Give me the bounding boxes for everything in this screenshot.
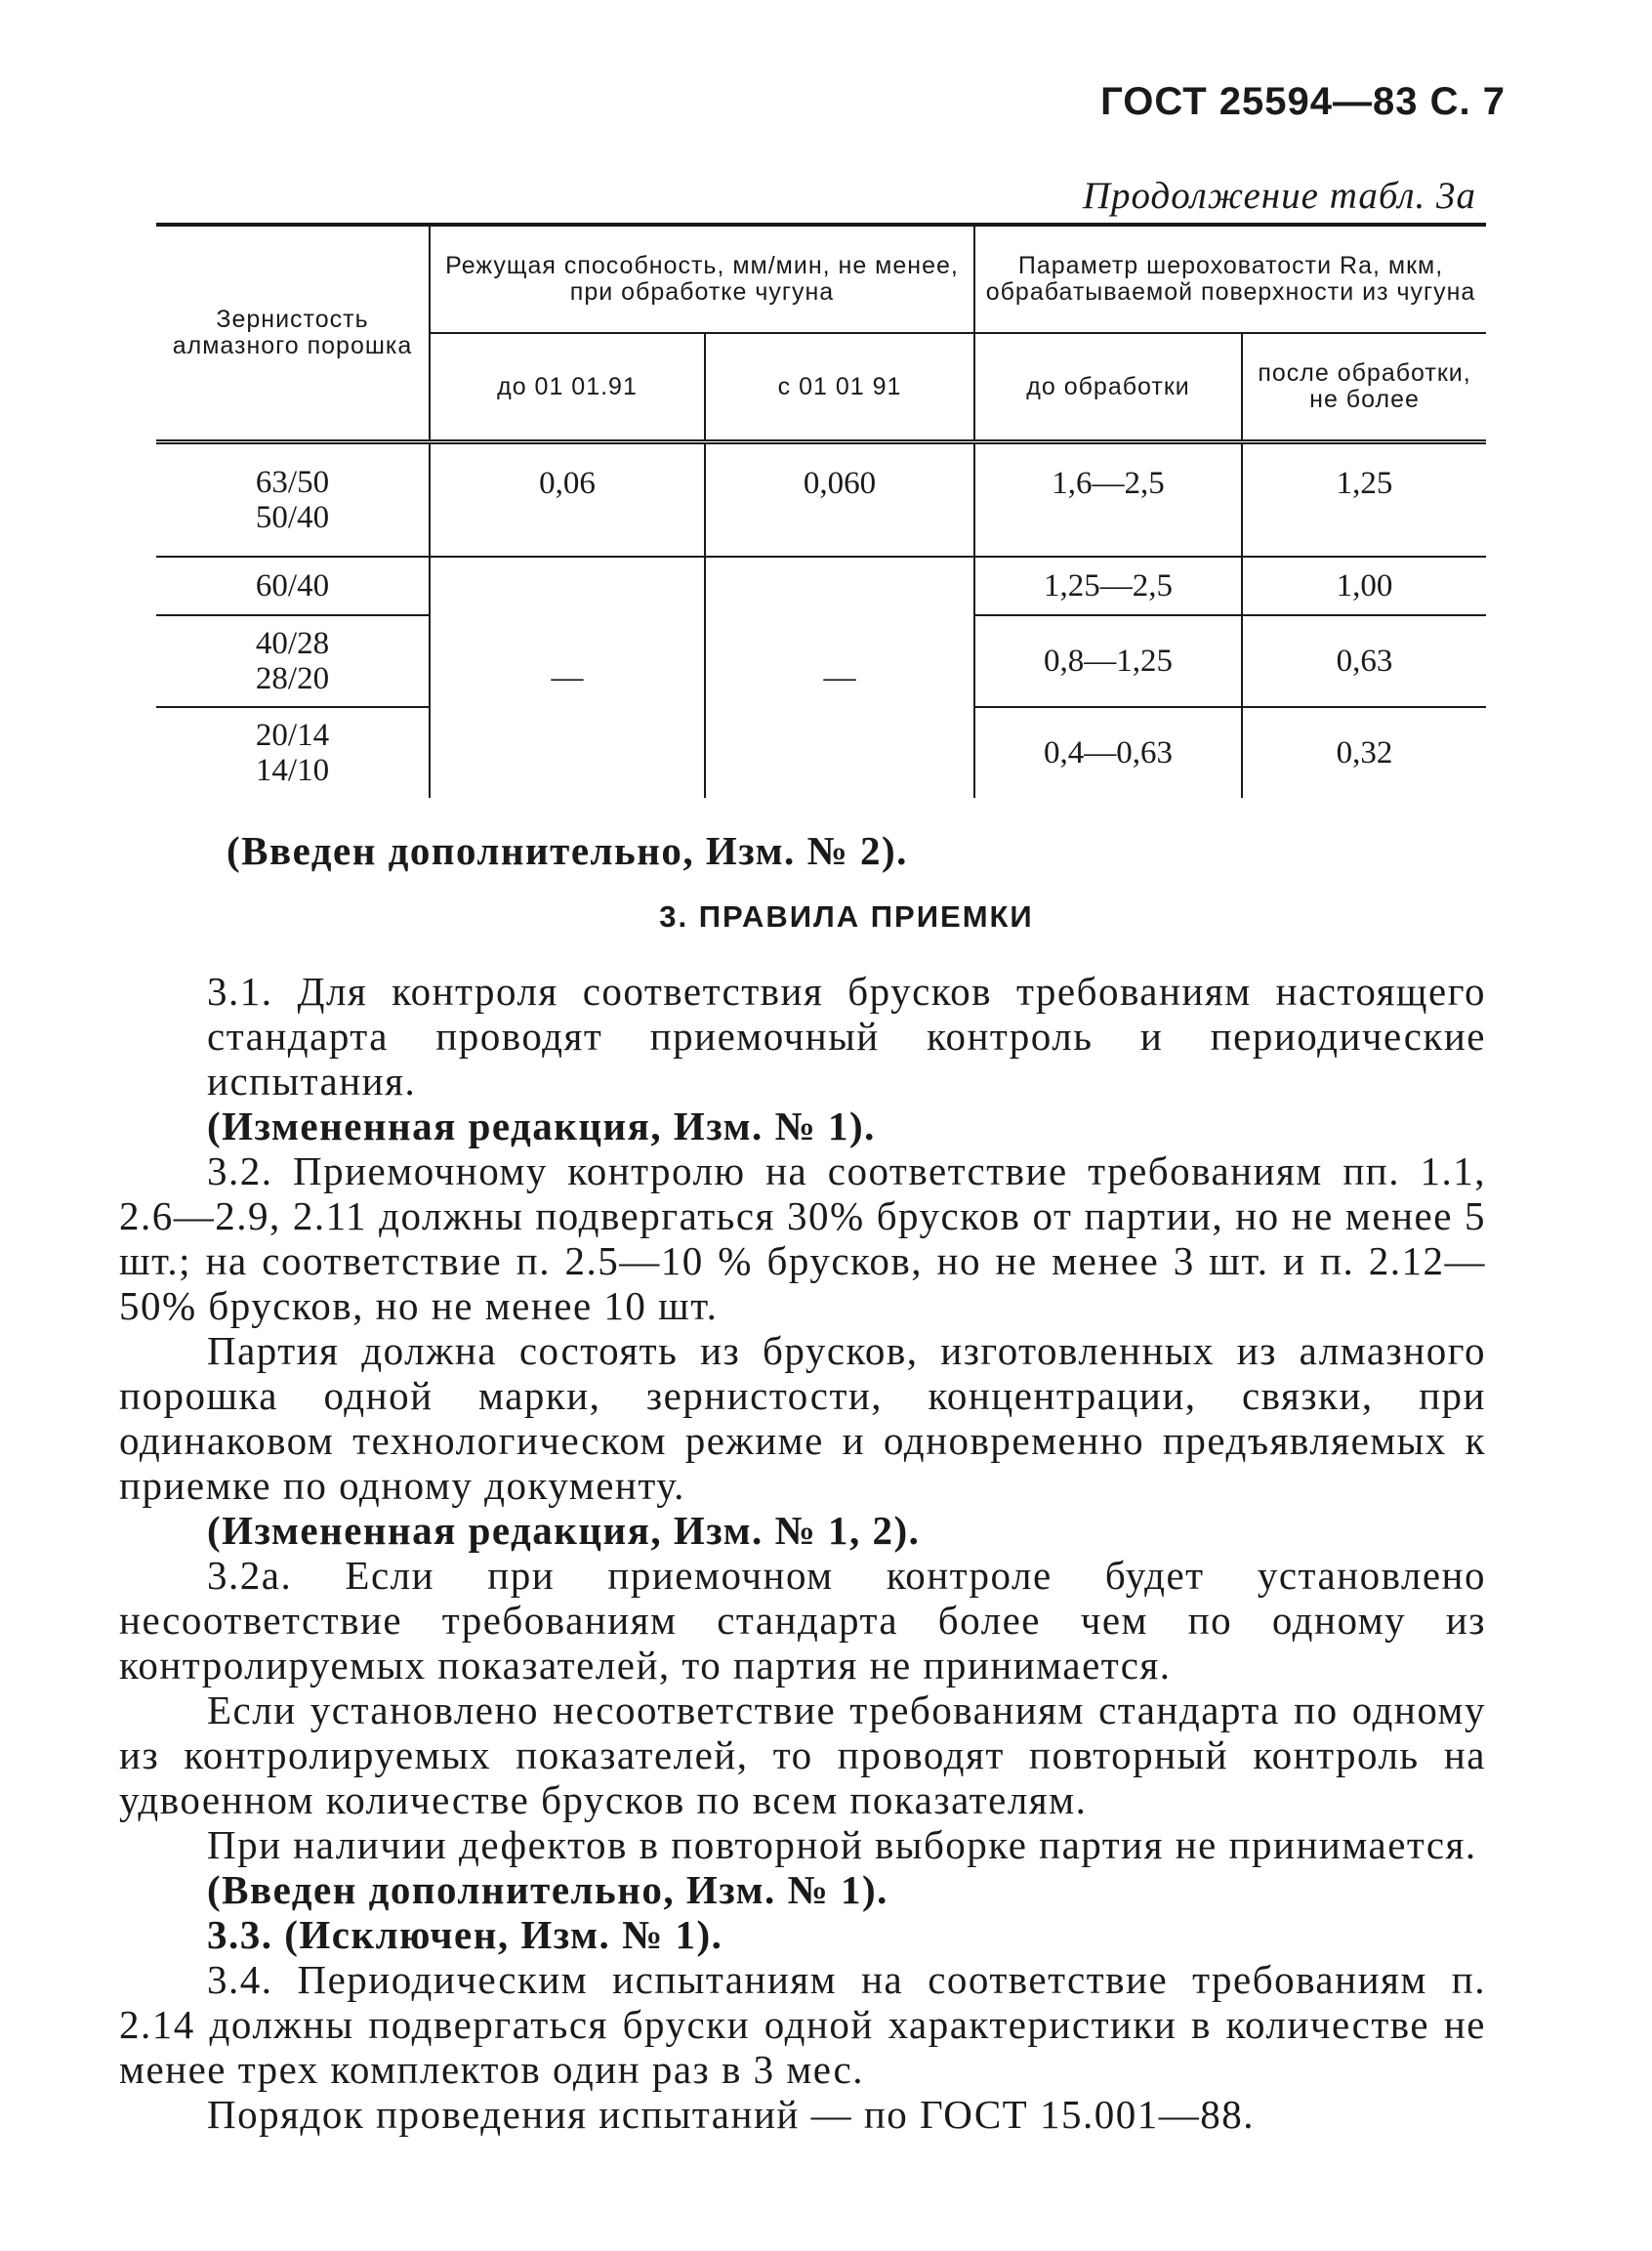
cell-cutting-before-91: — bbox=[430, 557, 705, 798]
section-title: 3. ПРАВИЛА ПРИЕМКИ bbox=[659, 899, 1034, 934]
note-table-added: (Введен дополнительно, Изм. № 2). bbox=[227, 828, 908, 873]
paragraph-3-2 bbox=[119, 1148, 1486, 1328]
cell-grit: 20/14 14/10 bbox=[255, 718, 330, 788]
paragraph-3-2a-defects bbox=[119, 1822, 1486, 1867]
paragraph-3-2a-defects-text: При наличии дефектов в повторной выборке партия не принимается. bbox=[207, 1822, 1477, 1867]
cell-ra-before: 0,8—1,25 bbox=[974, 615, 1242, 707]
paragraph-3-3 bbox=[207, 1912, 1486, 1957]
cell-ra-before: 1,6—2,5 bbox=[974, 442, 1242, 558]
subheader-ra-before: до обработки bbox=[974, 333, 1242, 442]
cell-cutting-from-91: 0,060 bbox=[705, 442, 974, 558]
cell-grit: 40/28 28/20 bbox=[156, 615, 430, 707]
cell-cutting-from-91: — bbox=[705, 557, 974, 798]
paragraph-3-1-text: 3.1. Для контроля соответствия брусков требованиям настоящего стандарта проводят приемочный контроль и периодические испытания. bbox=[207, 969, 1486, 1104]
data-table bbox=[156, 223, 1486, 798]
table-row bbox=[156, 442, 1486, 558]
paragraph-3-2a-repeat-text: Если установлено несоответствие требованиям стандарта по одному из контролируемых показателей, то проводят повторный контроль на удвоенном количестве брусков по всем показателям. bbox=[119, 1688, 1486, 1822]
cell-ra-after: 1,25 bbox=[1242, 442, 1486, 558]
paragraph-3-2-batch-text: Партия должна состоять из брусков, изготовленных из алмазного порошка одной марки, зернистости, концентрации, связки, при одинаковом технологическом режиме и одновременно предъявляемых к приемке по одному документу. bbox=[119, 1328, 1486, 1508]
paragraph-3-2a-repeat bbox=[119, 1688, 1486, 1822]
paragraph-3-2a bbox=[119, 1553, 1486, 1688]
header-roughness: Параметр шероховатости Ra, мкм, обрабатываемой поверхности из чугуна bbox=[974, 225, 1486, 333]
subheader-ra-after: после обработки, не более bbox=[1242, 333, 1486, 442]
cell-ra-after: 0,63 bbox=[1242, 615, 1486, 707]
paragraph-3-2-batch bbox=[119, 1328, 1486, 1508]
header-grit: Зернистость алмазного порошка bbox=[172, 306, 413, 359]
paragraph-3-4 bbox=[119, 1957, 1486, 2092]
cell-ra-after: 1,00 bbox=[1242, 557, 1486, 615]
paragraph-3-4-procedure: Порядок проведения испытаний — по ГОСТ 15.001—88. bbox=[207, 2092, 1255, 2137]
paragraph-3-2a-text: 3.2а. Если при приемочном контроле будет установлено несоответствие требованиям стандарта более чем по одному из контролируемых показателей, то партия не принимается. bbox=[119, 1553, 1486, 1688]
note-3-1: (Измененная редакция, Изм. № 1). bbox=[207, 1104, 876, 1148]
subheader-before-91: до 01 01.91 bbox=[430, 333, 705, 442]
cell-grit: 60/40 bbox=[156, 557, 430, 615]
note-3-2: (Измененная редакция, Изм. № 1, 2). bbox=[207, 1508, 921, 1553]
subheader-from-91: с 01 01 91 bbox=[705, 333, 974, 442]
cell-ra-before: 0,4—0,63 bbox=[974, 707, 1242, 798]
header-cutting-ability: Режущая способность, мм/мин, не менее, при обработке чугуна bbox=[430, 225, 974, 333]
paragraph-3-1 bbox=[119, 969, 1486, 1104]
paragraph-3-4-text: 3.4. Периодическим испытаниям на соответствие требованиям п. 2.14 должны подвергаться бруски одной характеристики в количестве не менее трех комплектов один раз в 3 мес. bbox=[119, 1957, 1486, 2092]
paragraph-3-2-text: 3.2. Приемочному контролю на соответствие требованиям пп. 1.1, 2.6—2.9, 2.11 должны подвергаться 30% брусков от партии, но не менее 5 шт.; на соответствие п. 2.5—10 % брусков, но не менее 3 шт. и п. 2.12—50% брусков, но не менее 10 шт. bbox=[119, 1148, 1486, 1328]
cell-ra-after: 0,32 bbox=[1242, 707, 1486, 798]
cell-cutting-before-91: 0,06 bbox=[430, 442, 705, 558]
body-text bbox=[119, 828, 1486, 2137]
page-header: ГОСТ 25594—83 С. 7 bbox=[1100, 80, 1506, 123]
paragraph-3-3-text: 3.3. (Исключен, Изм. № 1). bbox=[207, 1912, 723, 1957]
table-caption: Продолжение табл. 3а bbox=[1082, 175, 1476, 217]
cell-grit: 63/50 50/40 bbox=[156, 442, 430, 558]
note-3-2a: (Введен дополнительно, Изм. № 1). bbox=[207, 1867, 888, 1912]
table-row bbox=[156, 557, 1486, 615]
cell-ra-before: 1,25—2,5 bbox=[974, 557, 1242, 615]
